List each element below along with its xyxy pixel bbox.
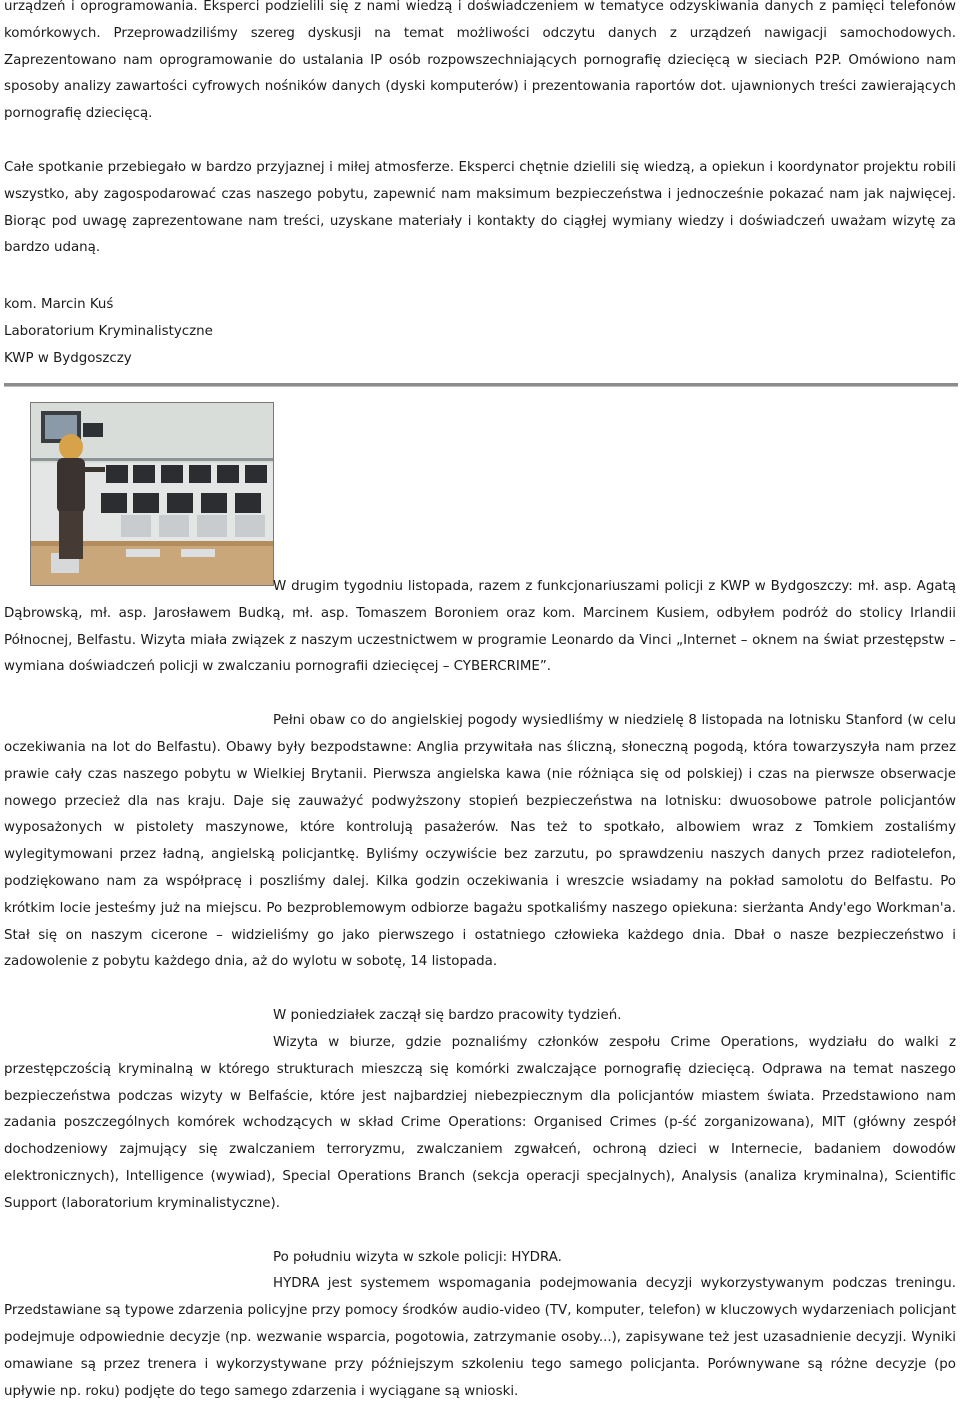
article-section: [4, 574, 956, 1405]
article-paragraph-3-lead: Po południu wizyta w szkole policji: HYDRA.: [273, 1249, 562, 1265]
section-divider: [4, 383, 958, 387]
signature-block: [4, 291, 956, 372]
signature-name: kom. Marcin Kuś: [4, 297, 114, 312]
article-caption: W drugim tygodniu listopada, razem z funkcjonariuszami policji z KWP w Bydgoszczy: mł. asp. Agatą Dąbrowską, mł. asp. Jarosławem Budką, mł. asp. Tomaszem Boroniem oraz kom. Marcinem Kusiem, odbyłem podróż do stolicy Irlandii Północnej, Belfastu. Wizyta miała związek z naszym uczestnictwem w programie Leonardo da Vinci „Internet – oknem na świat przestępstw – wymiana doświadczeń policji w zwalczaniu pornografii dziecięcej – CYBERCRIME”.: [4, 579, 956, 675]
article-paragraph-2: Wizyta w biurze, gdzie poznaliśmy członków zespołu Crime Operations, wydziału do walki z przestępczością kryminalną w którego strukturach mieszczą się komórki zwalczające pornografię dziecięcą. Odprawa na temat naszego bezpieczeństwa podczas wizyty w Belfaście, które jest najbardziej niebezpiecznym dla policjantów miastem świata. Przedstawiono nam zadania poszczególnych komórek wchodzących w skład Crime Operations: Organised Crimes (p-ść zorganizowana), MIT (główny zespół dochodzeniowy zajmujący się zwalczaniem terroryzmu, zwalczaniem zgwałceń, ochroną dzieci w Internecie, badaniem dowodów elektronicznych), Intelligence (wywiad), Special Operations Branch (sekcja operacji specjalnych), Analysis (analiza kryminalna), Scientific Support (laboratorium kryminalistyczne).: [4, 1034, 956, 1211]
photo-illustration: [31, 403, 273, 585]
intro-section: [4, 0, 956, 262]
article-paragraph-2-lead: W poniedziałek zaczął się bardzo pracowity tydzień.: [273, 1008, 622, 1024]
intro-paragraph-1: urządzeń i oprogramowania. Eksperci podzielili się z nami wiedzą i doświadczeniem w tematyce odzyskiwania danych z pamięci telefonów komórkowych. Przeprowadziliśmy szereg dyskusji na temat możliwości odczytu danych z urządzeń nawigacji samochodowych. Zaprezentowano nam oprogramowanie do ustalania IP osób rozpowszechniających pornografię dziecięcą w sieciach P2P. Omówiono nam sposoby analizy zawartości cyfrowych nośników danych (dyski komputerów) i prezentowania raportów dot. ujawnionych treści zawierających pornografię dziecięcą.: [4, 0, 956, 122]
article-paragraph-1: Pełni obaw co do angielskiej pogody wysiedliśmy w niedzielę 8 listopada na lotnisku Stanford (w celu oczekiwania na lot do Belfastu). Obawy były bezpodstawne: Anglia przywitała nas śliczną, słoneczną pogodą, która towarzyszyła nam przez prawie cały czas naszego pobytu w Wielkiej Brytanii. Pierwsza angielska kawa (nie różniąca się od polskiej) i czas na pierwsze obserwacje nowego przecież dla nas kraju. Daje się zauważyć podwyższony stopień bezpieczeństwa na lotnisku: dwuosobowe patrole policjantów wyposażonych w pistolety maszynowe, które kontrolują pasażerów. Nas też to spotkało, albowiem wraz z Tomkiem zostaliśmy wylegitymowani przez ładną, angielską policjantkę. Byliśmy oczywiście bez zarzutu, po sprawdzeniu naszych danych przez radiotelefon, podziękowano nam za współpracę i poszliśmy dalej. Kilka godzin oczekiwania i wreszcie wsiadamy na pokład samolotu do Belfastu. Po krótkim locie jesteśmy już na miejscu. Po bezproblemowym odbiorze bagażu spotkaliśmy naszego opiekuna: sierżanta Andy'ego Workman'a. Stał się on naszym cicerone – widzieliśmy go jako pierwszego i ostatniego człowieka każdego dnia. Dbał o nasze bezpieczeństwo i zadowolenie z pobytu każdego dnia, aż do wylotu w sobotę, 14 listopada.: [4, 713, 956, 970]
article-paragraph-3: HYDRA jest systemem wspomagania podejmowania decyzji wykorzystywanym podczas treningu. Przedstawiane są typowe zdarzenia policyjne przy pomocy środków audio-video (TV, komputer, telefon) w kluczowych wydarzeniach policjant podejmuje odpowiednie decyzje (np. wezwanie wsparcia, pogotowia, zatrzymanie osoby...), zapisywane też jest uzasadnienie decyzji. Wyniki omawiane są przez trenera i wykorzystywane przy późniejszym szkoleniu tego samego policjanta. Porównywane są różne decyzje (po upływie np. roku) podjęte do tego samego zdarzenia i wyciągane są wnioski.: [4, 1276, 956, 1399]
office-monitors-photo: [30, 402, 274, 586]
intro-paragraph-2: Całe spotkanie przebiegało w bardzo przyjaznej i miłej atmosferze. Eksperci chętnie dzielili się wiedzą, a opiekun i koordynator projektu robili wszystko, aby zagospodarować czas naszego pobytu, zapewnić nam maksimum bezpieczeństwa i jednocześnie pokazać nam jak najwięcej. Biorąc pod uwagę zaprezentowane nam treści, uzyskane materiały i kontakty do ciągłej wymiany wiedzy i doświadczeń uważam wizytę za bardzo udaną.: [4, 159, 956, 256]
signature-org: KWP w Bydgoszczy: [4, 351, 132, 366]
signature-unit: Laboratorium Kryminalistyczne: [4, 324, 213, 339]
